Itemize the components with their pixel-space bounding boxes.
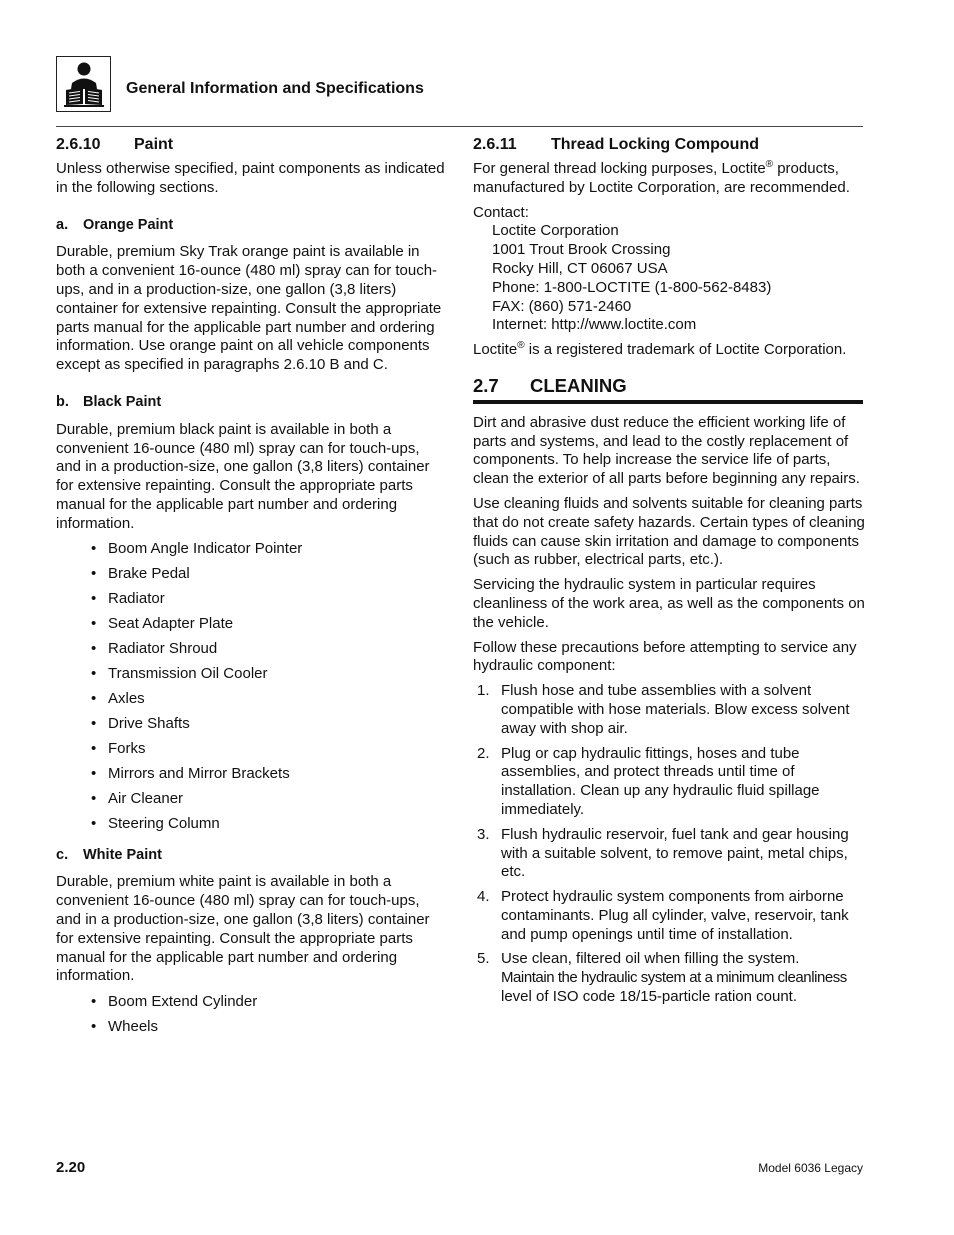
cleaning-paragraph: Follow these precautions before attempting to service any hydraulic component: (473, 638, 857, 675)
header-title: General Information and Specifications (126, 80, 424, 97)
registered-mark: ® (765, 159, 774, 170)
list-item: • Steering Column (56, 811, 448, 836)
subsection-title: Orange Paint (83, 216, 174, 233)
registered-mark: ® (517, 340, 525, 352)
contact-line: Phone: 1-800-LOCTITE (1-800-562-8483) (492, 278, 772, 296)
orange-paint-body: Durable, premium Sky Trak orange paint is available in both a convenient 16-ounce (480 ml) spray can for touch-ups, and in a production-size, one gallon (3,8 liters) container for extensive repainting. Consult the appropriate parts manual for the applicable part number and ordering information. Use orange paint on all vehicle components except as specified in paragraphs 2.6.10 B and C. (56, 243, 442, 374)
list-item: • Wheels (56, 1014, 448, 1039)
step-item: 4. Protect hydraulic system components from airborne contaminants. Plug all cylinder, valve, reservoir, tank and pump openings until time of installation. (477, 888, 849, 943)
section-title: Paint (134, 136, 174, 153)
step-item: 1. Flush hose and tube assemblies with a solvent compatible with hose materials. Blow excess solvent away with shop air. (477, 682, 850, 737)
list-item: • Seat Adapter Plate (56, 611, 448, 636)
list-item: • Mirrors and Mirror Brackets (56, 761, 448, 786)
contact-line: Rocky Hill, CT 06067 USA (492, 259, 668, 277)
list-item: • Brake Pedal (56, 561, 448, 586)
trademark-note: Loctite® is a registered trademark of Loctite Corporation. (473, 340, 847, 359)
subsection-letter: c. (56, 846, 69, 863)
left-column (56, 136, 448, 1039)
cleaning-paragraph: Use cleaning fluids and solvents suitable for cleaning parts that do not create safety hazards. Certain types of cleaning fluids can cause skin irritation and damage to components (such as rubber, electrical parts, etc.). (473, 494, 865, 569)
cleaning-paragraph: Servicing the hydraulic system in particular requires cleanliness of the work area, as well as the components on the vehicle. (473, 576, 865, 631)
white-paint-heading (56, 846, 448, 865)
contact-block (473, 222, 865, 335)
section-number: 2.6.10 (56, 136, 101, 153)
section-number: 2.7 (473, 374, 499, 396)
step-item: 3. Flush hydraulic reservoir, fuel tank and gear housing with a suitable solvent, to remove paint, metal chips, etc. (477, 825, 849, 881)
section-title: Thread Locking Compound (551, 136, 759, 153)
section-title: CLEANING (530, 374, 627, 396)
white-paint-list (56, 989, 448, 1039)
thread-locking-heading (473, 136, 865, 154)
list-item: • Radiator Shroud (56, 636, 448, 661)
list-item: • Boom Extend Cylinder (56, 989, 448, 1014)
list-item: • Forks (56, 736, 448, 761)
contact-label: Contact: (473, 203, 529, 221)
reading-manual-icon (56, 56, 111, 112)
orange-paint-heading (56, 216, 448, 235)
contact-line: Loctite Corporation (492, 222, 619, 240)
subsection-letter: b. (56, 393, 69, 410)
list-item: • Drive Shafts (56, 711, 448, 736)
black-paint-body: Durable, premium black paint is available in both a convenient 16-ounce (480 ml) spray can for touch-ups, and in a production-size, one gallon (3,8 liters) container for extensive repainting. Consult the appropriate parts manual for the applicable part number and ordering information. (56, 420, 430, 532)
step-item: 5. Use clean, filtered oil when filling the system. Maintain the hydraulic system at a minimum cleanliness level of ISO code 18/15-particle ration count. (477, 950, 847, 1006)
page-number: 2.20 (56, 1159, 86, 1176)
black-paint-list (56, 536, 448, 836)
section-number: 2.6.11 (473, 136, 517, 153)
cleaning-heading (473, 374, 865, 396)
contact-line: FAX: (860) 571-2460 (492, 297, 632, 315)
paint-intro: Unless otherwise specified, paint components as indicated in the following sections. (56, 160, 445, 196)
black-paint-heading (56, 393, 448, 412)
step-item: 2. Plug or cap hydraulic fittings, hoses and tube assemblies, and protect threads until time of installation. Clean up any hydraulic fluid spillage immediately. (477, 744, 820, 818)
list-item: • Transmission Oil Cooler (56, 661, 448, 686)
subsection-letter: a. (56, 216, 69, 233)
thread-locking-intro: For general thread locking purposes, Loctite® products, manufactured by Loctite Corporation, are recommended. (473, 159, 850, 196)
list-item: • Air Cleaner (56, 786, 448, 811)
subsection-title: Black Paint (83, 393, 162, 410)
model-label: Model 6036 Legacy (758, 1161, 863, 1175)
cleaning-paragraph: Dirt and abrasive dust reduce the efficient working life of parts and systems, and lead to the costly replacement of components. To help increase the service life of parts, clean the exterior of all parts before beginning any repairs. (473, 413, 860, 488)
precaution-steps (473, 682, 865, 1007)
list-item: • Axles (56, 686, 448, 711)
header-divider (56, 126, 863, 127)
subsection-title: White Paint (83, 846, 162, 863)
cleaning-heading-rule (473, 400, 863, 404)
right-column (473, 136, 865, 1007)
white-paint-body: Durable, premium white paint is available in both a convenient 16-ounce (480 ml) spray can for touch-ups, and in a production-size, one gallon (3,8 liters) container for extensive repainting. Consult the appropriate parts manual for the applicable part number and ordering information. (56, 873, 430, 985)
paint-heading (56, 136, 448, 154)
list-item: • Boom Angle Indicator Pointer (56, 536, 448, 561)
contact-line: Internet: http://www.loctite.com (492, 316, 697, 334)
list-item: • Radiator (56, 586, 448, 611)
contact-line: 1001 Trout Brook Crossing (492, 241, 671, 259)
